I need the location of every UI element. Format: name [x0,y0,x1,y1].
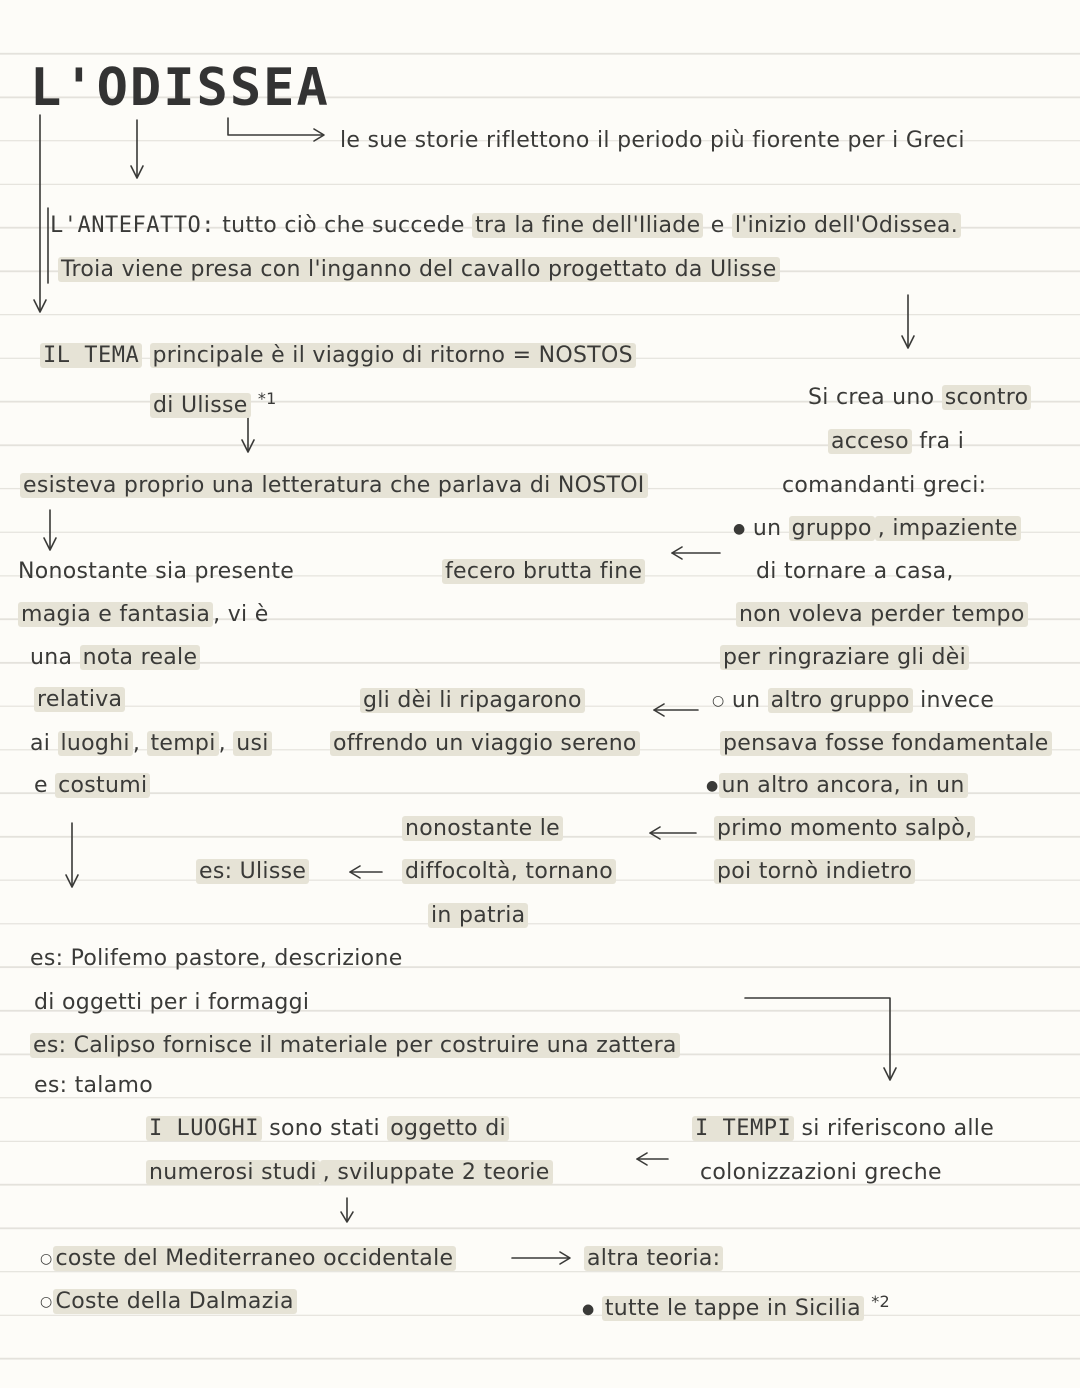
arrow-down-icon [341,1198,353,1222]
intro-text: le sue storie riflettono il periodo più fiorente per i Greci [340,128,965,153]
esito-nonostante-1 [402,815,563,843]
gruppo-3-indietro: poi tornò indietro [714,859,915,884]
realismo-usi: usi [233,731,271,756]
realismo-line-3 [30,644,200,672]
scontro-frai: fra i [919,429,965,454]
bullet-icon: ● [733,521,746,537]
tema-text: principale è il viaggio di ritorno = NOSTOS [150,343,636,368]
gruppo-1-line-4 [720,644,969,672]
antefatto-line-2 [58,256,780,284]
tempi-text-1: si riferiscono alle [801,1116,995,1141]
gruppo-1-tempo: non voleva perder tempo [736,602,1028,627]
gruppo-3-line-2 [714,815,975,843]
esito-ripagarono-text-1: gli dèi li ripagarono [360,688,585,713]
realismo-line-1: Nonostante sia presente [18,559,295,584]
realismo-tempi: tempi [147,731,218,756]
luoghi-line-2 [146,1159,553,1187]
scontro-line-1 [808,384,1031,412]
altra-teoria-text: altra teoria: [584,1246,723,1271]
tema-line-1 [40,342,636,370]
nostoi-text [20,472,648,500]
teoria-sicilia [582,1288,890,1323]
antefatto-troia: Troia viene presa con l'inganno del cavallo progettato da Ulisse [58,257,780,282]
gruppo-3-salpo: primo momento salpò, [714,816,975,841]
antefatto-line-1 [50,212,961,240]
gruppo-1-un: un [752,516,782,541]
realismo-nota-reale: nota reale [80,645,201,670]
realismo-line-6 [34,772,150,800]
antefatto-highlight-iliade: tra la fine dell'Iliade [472,213,703,238]
esempio-4: es: talamo [34,1073,153,1098]
arrow-left-icon [672,547,720,559]
realismo-costumi: costumi [55,773,150,798]
arrow-down-icon [745,998,896,1080]
arrow-down-icon [131,120,143,178]
gruppo-2-line-1 [712,687,994,715]
gruppo-1-line-3 [736,601,1028,629]
scontro-line-2 [828,428,964,456]
realismo-vie: , vi è [213,602,269,627]
arrow-left-icon [654,704,698,716]
tema-label: IL TEMA [40,343,142,368]
teoria-1-text: coste del Mediterraneo occidentale [53,1246,457,1271]
tempi-line-2: colonizzazioni greche [700,1160,942,1185]
teoria-2-text: Coste della Dalmazia [53,1289,297,1314]
luoghi-label: I LUOGHI [146,1116,262,1141]
altra-teoria [584,1245,723,1273]
gruppo-2-altro: altro gruppo [768,688,913,713]
teoria-2 [40,1288,297,1316]
gruppo-1-line-1 [733,515,1021,543]
gruppo-1-gruppo: gruppo [789,516,875,541]
luoghi-teorie: , sviluppate 2 teorie [320,1160,553,1185]
realismo-comma-1: , [132,731,141,756]
bullet-icon: ● [582,1301,595,1318]
gruppo-3-altro-ancora: un altro ancora, in un [719,773,968,798]
arrow-left-icon [637,1153,668,1165]
tema-ulisse: di Ulisse [150,393,251,418]
scontro-word: scontro [942,385,1032,410]
esito-ripagarono-text-2: offrendo un viaggio sereno [330,731,640,756]
luoghi-sono-stati: sono stati [269,1116,380,1141]
scontro-line-3: comandanti greci: [782,473,987,498]
gruppo-1-impaziente: , impaziente [875,516,1021,541]
nostoi-highlight: esisteva proprio una letteratura che parlava di NOSTOI [20,473,648,498]
realismo-line-2 [18,601,269,629]
luoghi-line-1 [146,1115,509,1143]
arrow-down-icon [44,510,56,550]
esito-nonostante-text-1: nonostante le [402,816,563,841]
teoria-sicilia-text: tutte le tappe in Sicilia [602,1296,864,1321]
gruppo-3-line-3 [714,858,915,886]
realismo-ai: ai [30,731,51,756]
esempio-3-text: es: Calipso fornisce il materiale per costruire una zattera [30,1033,680,1058]
esito-nonostante-text-3: in patria [428,903,528,928]
antefatto-conj: e [710,213,725,238]
realismo-line-5 [30,730,272,758]
arrow-left-icon [650,827,696,839]
realismo-una: una [30,645,73,670]
realismo-luoghi: luoghi [58,731,133,756]
gruppo-2-un: un [731,688,761,713]
realismo-magia: magia e fantasia [18,602,213,627]
tempi-line-1 [692,1115,994,1143]
gruppo-1-line-2: di tornare a casa, [756,559,954,584]
esempio-2: di oggetti per i formaggi [34,990,310,1015]
esito-ripagarono-1 [360,687,585,715]
gruppo-3-line-1 [706,772,968,800]
esempio-3 [30,1032,680,1060]
esito-ulisse [196,858,309,886]
arrow-left-icon [350,866,382,878]
antefatto-highlight-odissea: l'inizio dell'Odissea. [732,213,961,238]
arrow-down-icon [902,295,914,348]
antefatto-text: tutto ciò che succede [222,213,465,238]
esito-nonostante-text-2: diffocoltà, tornano [402,859,616,884]
esito-nonostante-3 [428,902,528,930]
arrow-right-icon [512,1252,570,1264]
realismo-line-4 [34,686,125,714]
tempi-label: I TEMPI [692,1116,794,1141]
gruppo-2-invece: invece [920,688,995,713]
esito-brutta-fine [442,558,645,586]
arrow-down-icon [242,418,254,452]
scontro-acceso: acceso [828,429,912,454]
teoria-1 [40,1245,456,1273]
esito-nonostante-2 [402,858,616,886]
bullet-icon: ○ [40,1294,53,1310]
realismo-comma-2: , [218,731,226,756]
esito-ulisse-text: es: Ulisse [196,859,309,884]
page-title: L'ODISSEA [30,58,330,118]
gruppo-1-dei: per ringraziare gli dèi [720,645,969,670]
realismo-e: e [34,773,48,798]
bullet-icon: ○ [712,693,725,709]
arrow-down-icon [34,115,46,312]
luoghi-oggetto: oggetto di [387,1116,509,1141]
tema-line-2 [150,385,277,420]
gruppo-2-fondamentale: pensava fosse fondamentale [720,731,1052,756]
scontro-intro: Si crea uno [808,385,935,410]
gruppo-2-line-2 [720,730,1052,758]
antefatto-label: L'ANTEFATTO: [50,213,215,238]
luoghi-studi: numerosi studi [146,1160,320,1185]
arrow-down-icon [66,823,78,887]
arrow-right-icon [228,118,324,141]
bullet-icon: ○ [40,1251,53,1267]
bullet-icon: ● [706,778,719,794]
esito-brutta-fine-text: fecero brutta fine [442,559,645,584]
esito-ripagarono-2 [330,730,640,758]
realismo-relativa: relativa [34,687,125,712]
footnote-mark-1: *1 [257,389,277,408]
esempio-1: es: Polifemo pastore, descrizione [30,946,403,971]
footnote-mark-2: *2 [871,1292,891,1311]
